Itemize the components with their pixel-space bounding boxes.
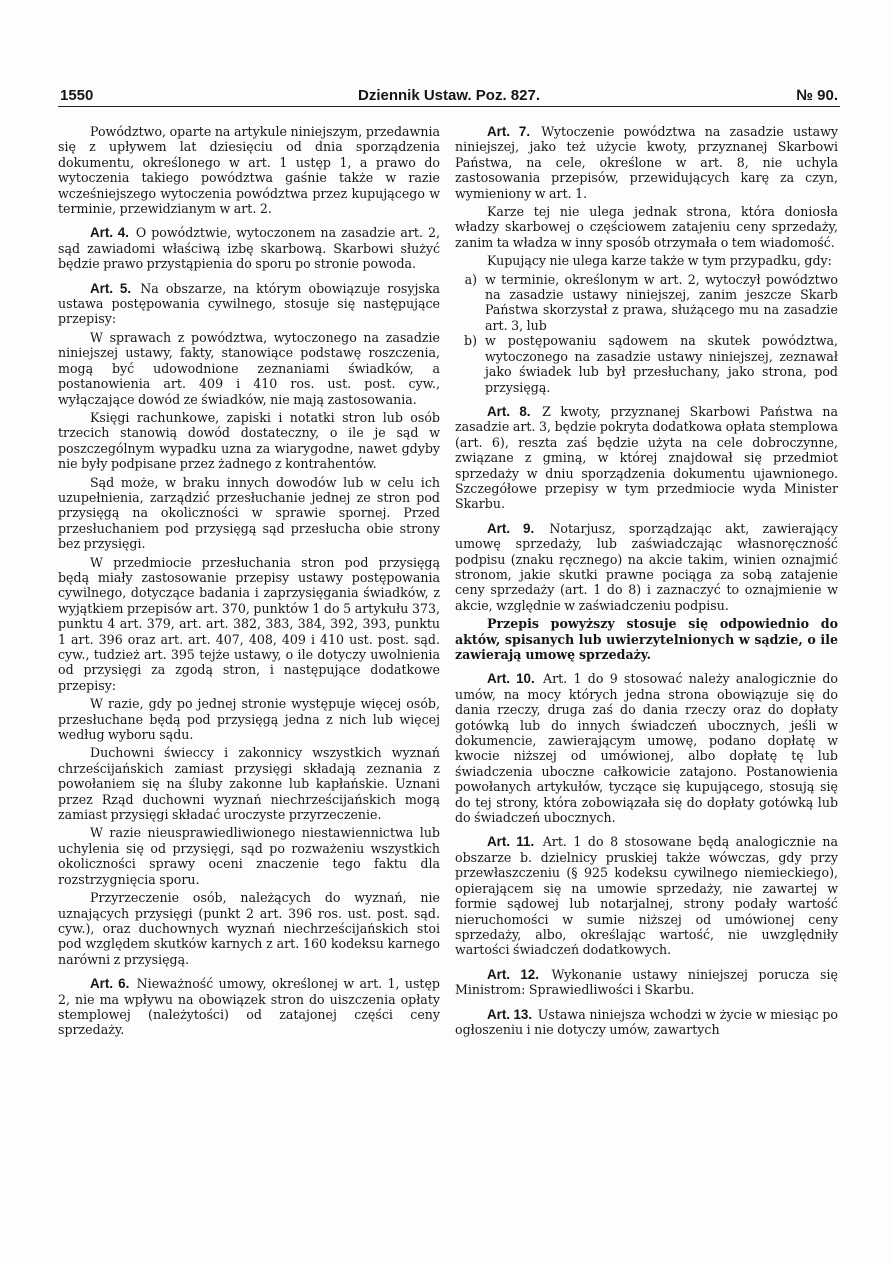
article-label: Art. 12. [487,966,539,982]
paragraph: Powództwo, oparte na artykule niniejszym, przedawnia się z upływem lat dziesięciu od dnia sporządzenia dokumentu, określonego w art. 1 ustęp 1, a prawo do wytoczenia takiego powództwa gaśnie także w razie wcześniejszego wytoczenia powództwa przez kupującego w terminie, przewidzianym w art. 2. [58,124,440,217]
left-column [58,124,440,1041]
list-item-label: a) [464,271,477,287]
article-text: Wytoczenie powództwa na zasadzie ustawy niniejszej, jako też użycie kwoty, przyznanej Skarbowi Państwa, na cele, określone w art. 8, nie uchyla zastosowania przepisów, przewidujących karę za czyn, wymieniony w art. 1. [455,124,838,201]
journal-title: Dziennik Ustaw. Poz. 827. [358,87,540,104]
page-number: 1550 [60,87,94,104]
article-label: Art. 6. [90,976,130,992]
paragraph: Przepis powyższy stosuje się odpowiednio do aktów, spisanych lub uwierzytelnionych w sądzie, o ile zawierają umowę sprzedaży. [455,616,838,662]
article-label: Art. 4. [90,225,129,241]
list-item-text: w postępowaniu sądowem na skutek powództwa, wytoczonego na zasadzie ustawy niniejszej, zeznawał jako świadek lub był przesłuchany, jako strona, pod przysięgą. [485,333,838,395]
paragraph: Sąd może, w braku innych dowodów lub w celu ich uzupełnienia, zarządzić przesłuchanie jednej ze stron pod przysięgą na okoliczności w sprawie spornej. Przed przesłuchaniem pod przysięgą sąd przesłucha obie strony bez przysięgi. [58,474,440,552]
paragraph: Kupujący nie ulega karze także w tym przypadku, gdy: [487,253,832,269]
paragraph: W sprawach z powództwa, wytoczonego na zasadzie niniejszej ustawy, fakty, stanowiące podstawę roszczenia, mogą być udowodnione zeznaniami świadków, a postanowienia art. 409 i 410 ros. ust. post. cyw., wyłączające dowód ze świadków, nie mają zastosowania. [58,329,440,407]
article-text: Nieważność umowy, określonej w art. 1, ustęp 2, nie ma wpływu na obowiązek stron do uiszczenia opłaty stemplowej (należytości) od zatajonej części ceny sprzedaży. [58,976,440,1038]
paragraph: Księgi rachunkowe, zapiski i notatki stron lub osób trzecich stanowią dowód dostateczny, o ile je sąd w poszczególnym wypadku uzna za wiarygodne, nawet gdyby nie były podpisane przez żadnego z kontrahentów. [58,409,440,472]
article-label: Art. 5. [90,280,132,296]
paragraph: W razie, gdy po jednej stronie występuje więcej osób, przesłuchane będą pod przysięgą jedna z nich lub więcej według wyboru sądu. [58,696,440,743]
article-text: Art. 1 do 8 stosowane będą analogicznie na obszarze b. dzielnicy pruskiej także wówczas, gdy przy przewłaszczeniu (§ 925 kodeksu cywilnego niemieckiego), opierającem się na umowie sprzedaży, nie zawartej w formie sądowej lub notarjalnej, strony podały wartość nieruchomości w sumie niższej od umówionej ceny sprzedaży, albo, określając wartość, nie uwzględniły wartości świadczeń dodatkowych. [455,834,838,958]
article-text: O powództwie, wytoczonem na zasadzie art. 2, sąd zawiadomi właściwą izbę skarbową. Skarbowi służyć będzie prawo przystąpienia do sporu po stronie powoda. [58,225,440,272]
paragraph: Przyrzeczenie osób, należących do wyznań, nie uznających przysięgi (punkt 2 art. 396 ros. ust. post. sąd. cyw.), oraz duchownych wyznań niechrześcijańskich stoi pod względem skutków karnych z art. 160 kodeksu karnego narówni z przysięgą. [58,890,440,967]
article-11 [455,834,838,957]
article-10 [455,671,838,825]
article-text: Z kwoty, przyznanej Skarbowi Państwa na zasadzie art. 3, będzie pokryta dodatkowa opłata stemplowa (art. 6), reszta zaś będzie użyta na cele dobroczynne, związane z gminą, w której znajdował się przedmiot sprzedaży w dniu sporządzenia dokumentu ujawnionego. Szczegółowe przepisy w tym przedmiocie wyda Minister Skarbu. [455,403,838,512]
list-item [455,272,838,334]
list-item-label: b) [464,333,477,349]
page-header [58,86,840,107]
article-6 [58,976,440,1038]
list-item [455,333,838,395]
article-5 [58,281,440,327]
article-label: Art. 13. [487,1006,533,1022]
paragraph: W razie nieusprawiedliwionego niestawiennictwa lub uchylenia się od przysięgi, sąd po rozważeniu wszystkich okoliczności sprawy oceni znaczenie tego faktu dla rozstrzygnięcia sporu. [58,825,440,887]
article-text: Art. 1 do 9 stosować należy analogicznie do umów, na mocy których jedna strona obowiązuje się do dania rzeczy, druga zaś do dania rzeczy oraz do dopłaty gotówką lub do innych świadczeń ubocznych, jeśli w dokumencie, zawierającym umowę, podano dopłatę w kwocie niższej od umówionej, albo dopłatę tę lub świadczenia uboczne całkowicie zatajono. Postanowienia powołanych artykułów, tyczące się kupującego, stosują się do tej strony, która zobowiązała się do dopłaty gotówką lub do świadczeń ubocznych. [455,671,838,826]
article-label: Art. 7. [487,124,531,139]
article-7-list [455,272,838,395]
list-item-text: w terminie, określonym w art. 2, wytoczył powództwo na zasadzie ustawy niniejszej, zanim jeszcze Skarb Państwa skorzystał z prawa, służącego mu na zasadzie art. 3, lub [485,271,838,333]
article-8 [455,404,838,512]
article-label: Art. 11. [487,834,535,850]
paragraph: W przedmiocie przesłuchania stron pod przysięgą będą miały zastosowanie przepisy ustawy postępowania cywilnego, dotyczące badania i zaprzysięgania świadków, z wyjątkiem przepisów art. 370, punktów 1 do 5 artykułu 373, punktu 4 art. 379, art. art. 382, 383, 384, 392, 393, punktu 1 art. 396 oraz art. art. 407, 408, 409 i 410 ust. post. sąd. cyw., tudzież art. 395 tejże ustawy, o ile dotyczy uwolnienia od przysięgi za zgodą stron, i następujące dodatkowe przepisy: [58,554,440,693]
paragraph: Duchowni świeccy i zakonnicy wszystkich wyznań chrześcijańskich zamiast przysięgi składają zeznania z powołaniem się na śluby zakonne lub kapłańskie. Uznani przez Rząd duchowni wyznań niechrześcijańskich mogą zamiast przysięgi składać uroczyste przyrzeczenie. [58,745,440,823]
article-7 [455,124,838,201]
article-label: Art. 9. [487,520,535,536]
article-9 [455,521,838,613]
article-label: Art. 10. [487,671,535,687]
issue-number: № 90. [796,87,838,104]
article-text: Wykonanie ustawy niniejszej porucza się Ministrom: Sprawiedliwości i Skarbu. [455,966,838,998]
right-column [455,124,838,1040]
article-12 [455,967,838,998]
article-text: Ustawa niniejsza wchodzi w życie w miesiąc po ogłoszeniu i nie dotyczy umów, zawartych [455,1006,838,1037]
article-label: Art. 8. [487,403,531,419]
article-text: Notarjusz, sporządzając akt, zawierający umowę sprzedaży, lub zaświadczając własnoręczność podpisu (znaku ręcznego) na akcie takim, winien oznajmić stronom, jakie skutki prawne pociąga za sobą zatajenie ceny sprzedaży (art. 1 do 8) i zaznaczyć to oznajmienie w akcie, względnie w zaświadczeniu podpisu. [455,520,838,613]
paragraph: Karze tej nie ulega jednak strona, która doniosła władzy skarbowej o częściowem zatajeniu ceny sprzedaży, zanim ta władza w inny sposób otrzymała o tem wiadomość. [455,204,838,250]
article-text: Na obszarze, na którym obowiązuje rosyjska ustawa postępowania cywilnego, stosuje się następujące przepisy: [58,280,440,327]
article-4 [58,225,440,271]
article-13 [455,1007,838,1038]
